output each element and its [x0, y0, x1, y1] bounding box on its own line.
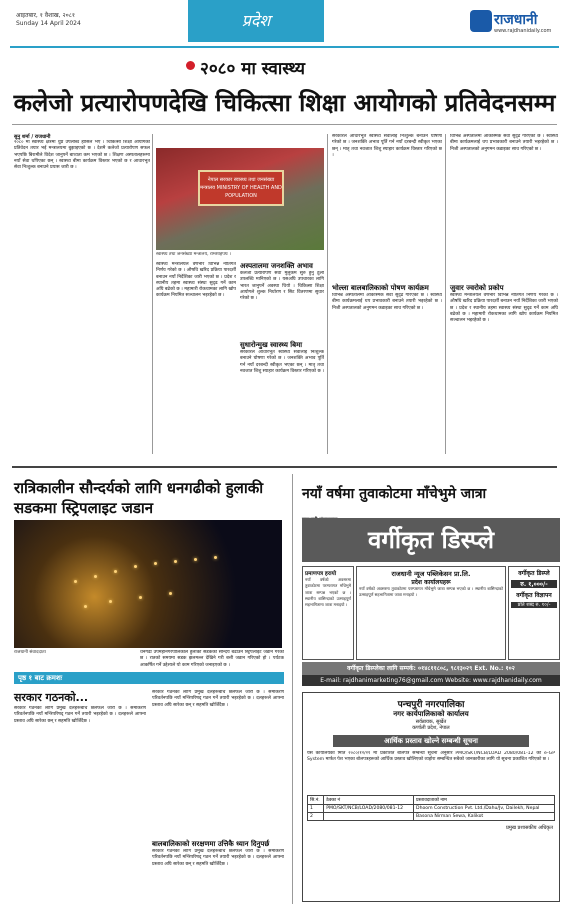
section-rule [12, 466, 557, 468]
night-photo-caption: राजधानी संवाददाता [14, 650, 46, 655]
notice-table [307, 795, 555, 821]
lead-col1-text: २०८० मा स्वास्थ्य क्षेत्रमा थुप्रै उपलब्धि हासिल भए । चिकित्सा शिक्षा आयोगको प्रतिवेदन तयार भई मन्त्रालयमा बुझाइएको छ । देशमै कलेजो प्रत्यारोपण सफल भएपछि बिरामीले विदेश जानुपर्ने बाध्यता कम भएको छ । शिक्षण अस्पतालहरूमा नयाँ सेवा थपिएका छन् । स्वास्थ्य बीमा कार्यक्रम विस्तार भएको छ र आधारभूत सेवा निःशुल्क बनाउने प्रयास जारी छ । [14, 140, 150, 171]
lead-col5-text: विभिन्न अस्पतालमा आकस्मिक सेवा सुदृढ गरिएको छ । स्वास्थ्य बीमा कार्यक्रमलाई थप प्रभावकारी बनाउने तयारी भइरहेको छ । निजी अस्पतालको अनुगमन कडाइका साथ गरिएको छ । [450, 134, 558, 152]
classified-banner: वर्गीकृत डिस्प्ले [302, 518, 560, 562]
night-street-photo [14, 520, 282, 648]
publisher-offices: नयाँ वर्षको अवसरमा तुवाकोटमा परम्परागत माँचेभुमे जात्रा सम्पन्न भएको छ । स्थानीय बासिन्दाको उत्साहपूर्ण सहभागितामा जात्रा मनाइयो । [359, 586, 503, 598]
lost-notice-box [302, 566, 354, 660]
header-rule [10, 46, 559, 48]
table-row [308, 813, 555, 821]
bullet-icon [186, 61, 195, 70]
table-cell: PMO/SKT/NCB/LOAD/2080/081-12 [324, 805, 414, 813]
classified-rate-box [508, 566, 560, 660]
lead-column-1 [14, 134, 150, 454]
child-protection-subhead: बालबालिकाको सरक्षणमा उत्तिकै ध्यान दिनुपर्छ [152, 840, 270, 848]
sarkar-text-2: सरकार गठनका लागि प्रमुख दलहरूबीच छलफल जारी छ । समीकरण परिवर्तनपछि नयाँ मन्त्रिपरिषद् गठन गर्ने तयारी भइरहेको छ । दलहरूले आफ्ना प्रस्ताव अघि सारेका छन् र सहमति खोजिँदैछ । [152, 690, 284, 708]
rate-sub: वर्गीकृत विज्ञापन [516, 592, 552, 599]
publisher-box [356, 566, 506, 660]
subhead-2: सुधारोन्मुख स्वास्थ्य बिमा [240, 341, 303, 349]
table-row [308, 805, 555, 813]
notice-text: यस कार्यालयको मिति २०८०/१२/२१ मा प्रकाशित बोलपत्र सम्बन्धी सूचना अनुसार PMO/SKT/NCB/LOAD 2080/081-12 को e-GP System मार्फत पेश भएका बोलपत्रहरूको आर्थिक प्रस्ताव खोलिएको व्यहोरा सम्बन्धित सबैको जानकारीका लागि यो सूचना प्रकाशित गरिएको छ । [307, 751, 555, 763]
table-cell: 1 [308, 805, 324, 813]
photo-caption: स्वास्थ्य तथा जनसंख्या मन्त्रालय, रामशाहपथ । [156, 252, 231, 257]
table-cell: Basona Nirman Sewa, Kalikot [414, 813, 555, 821]
rate-price: रु. १,०००/- [511, 580, 557, 588]
publisher-sub: प्रदेश कार्यालयहरू [411, 579, 451, 586]
divider [445, 134, 446, 454]
section-tab: प्रदेश [188, 0, 324, 42]
notice-org: पन्चपुरी नगरपालिका [397, 700, 465, 710]
table-cell [324, 813, 414, 821]
classified-contact-strip: वर्गीकृत डिस्प्लेका लागि सम्पर्क: ०१४८११८०८, ९८१३०२९ Ext. No.: १०२ [302, 662, 560, 675]
date-nepali: आइतबार, १ वैशाख, २०८१ [16, 12, 75, 19]
subhead-4: भोल्ला बालबालिकाको पोषण कार्यक्रम [332, 284, 429, 292]
municipality-notice [302, 692, 560, 902]
classified-email-strip: E-mail: rajdhanimarketing76@gmail.com Website: www.rajdhanidaily.com [302, 675, 560, 686]
divider [292, 474, 293, 904]
sarkar-column-2 [152, 690, 284, 902]
header-date [16, 12, 81, 28]
lead-col3-text: कलेजो प्रत्यारोपण सेवा मुलुकमै सुरु हुनु ठूलो उपलब्धि मानिएको छ । यसअघि उपचारका लागि भारत जानुपर्ने अवस्था थियो । चिकित्सा शिक्षा आयोगले शुल्क निर्धारण र सिट वितरणमा सुधार गरेको छ । [240, 271, 324, 302]
table-cell: प्रस्तावदाताको नाम [414, 796, 555, 805]
table-cell: Dhoom Construction Pvt. Ltd./Dahu/Jv, Dailekh, Nepal [414, 805, 555, 813]
lead-headline: कलेजो प्रत्यारोपणदेखि चिकित्सा शिक्षा आयोगको प्रतिवेदनसम्म [13, 89, 556, 117]
divider [152, 134, 153, 454]
divider [12, 124, 557, 125]
lead-col2-text: स्वास्थ्य मन्त्रालयले वर्षभरि विभिन्न नीतिगत निर्णय गरेको छ । औषधि खरिद प्रक्रिया पारदर्शी बनाउन नयाँ निर्देशिका जारी भएको छ । प्रदेश र स्थानीय तहमा स्वास्थ्य संस्था सुदृढ गर्ने काम अघि बढेको छ । महामारी रोकथामका लागि खोप कार्यक्रम नियमित सञ्चालन भइरहेको छ । [156, 262, 236, 299]
sarkar-headline: सरकार गठनको... [14, 691, 89, 704]
notice-state: कर्णाली प्रदेश, नेपाल [412, 725, 450, 731]
table-cell: ठेक्का नं [324, 796, 414, 805]
rate-title: वर्गीकृत डिस्प्ले [518, 570, 550, 577]
lead-col3b-text: सरकारले आधारभूत स्वास्थ्य सेवालाई निःशुल्क बनाउने घोषणा गरेको छ । जनशक्ति अभाव पूर्ति गर्न नयाँ दरबन्दी स्वीकृत भएका छन् । मातृ तथा नवजात शिशु स्याहार कार्यक्रम विस्तार गरिएको छ । [240, 350, 324, 374]
logo-name: राजधानी [494, 12, 538, 28]
lead-column-3 [240, 262, 324, 452]
sarkar-text-1: सरकार गठनका लागि प्रमुख दलहरूबीच छलफल जारी छ । समीकरण परिवर्तनपछि नयाँ मन्त्रिपरिषद् गठन गर्ने तयारी भइरहेको छ । दलहरूले आफ्ना प्रस्ताव अघि सारेका छन् र सहमति खोजिँदैछ । [14, 706, 146, 724]
tuwakot-headline: नयाँ वर्षमा तुवाकोटमा माँचेभुमे जात्रा [302, 486, 487, 502]
notice-office: नगर कार्यपालिकाको कार्यालय [393, 710, 469, 718]
lead-col4-text: सरकारले आधारभूत स्वास्थ्य सेवालाई निःशुल्क बनाउने घोषणा गरेको छ । जनशक्ति अभाव पूर्ति गर्न नयाँ दरबन्दी स्वीकृत भएका छन् । मातृ तथा नवजात शिशु स्याहार कार्यक्रम विस्तार गरिएको छ । [332, 134, 442, 158]
lost-notice-title: प्रमाणपत्र हरायो [305, 571, 337, 577]
date-english: Sunday 14 April 2024 [16, 20, 81, 27]
divider [327, 134, 328, 454]
ministry-sign: नेपाल सरकार स्वास्थ्य तथा जनसंख्या मन्त्रालय MINISTRY OF HEALTH AND POPULATION [198, 170, 284, 206]
subhead-3: जुवार ज्वरोको प्रकोप [450, 284, 504, 292]
lead-byline: सुनु शर्मा / राजधानी [14, 134, 51, 140]
subhead-1: अस्पतालमा जनशक्ति अभाव [240, 262, 313, 270]
table-cell: सि.नं. [308, 796, 324, 805]
dhangadhi-headline: रात्रिकालीन सौन्दर्यको लागि धनगढीको हुलाकी सडकमा स्ट्रिपलाइट जडान [14, 479, 264, 517]
lead-col5b-text: स्वास्थ्य मन्त्रालयले वर्षभरि विभिन्न नीतिगत निर्णय गरेको छ । औषधि खरिद प्रक्रिया पारदर्शी बनाउन नयाँ निर्देशिका जारी भएको छ । प्रदेश र स्थानीय तहमा स्वास्थ्य संस्था सुदृढ गर्ने काम अघि बढेको छ । महामारी रोकथामका लागि खोप कार्यक्रम नियमित सञ्चालन भइरहेको छ । [450, 293, 558, 324]
lost-notice-text: नयाँ वर्षको अवसरमा तुवाकोटमा परम्परागत माँचेभुमे जात्रा सम्पन्न भएको छ । स्थानीय बासिन्दाको उत्साहपूर्ण सहभागितामा जात्रा मनाइयो । [305, 577, 351, 608]
tuwakot-story [302, 506, 560, 516]
lead-kicker: २०८० मा स्वास्थ्य [200, 59, 305, 79]
lead-column-5 [450, 134, 558, 454]
publisher-name: राजधानी न्यूज पब्लिकेसन प्रा.लि. [391, 570, 471, 578]
rate-per-word: प्रति शब्द रु. १०/- [511, 602, 557, 608]
page-jump-label: पृष्ठ १ बाट क्रमशः [14, 672, 284, 684]
notice-place: सर्वन्नायक, सुर्खेत [415, 719, 447, 725]
lead-col4b-text: विभिन्न अस्पतालमा आकस्मिक सेवा सुदृढ गरिएको छ । स्वास्थ्य बीमा कार्यक्रमलाई थप प्रभावकारी बनाउने तयारी भइरहेको छ । निजी अस्पतालको अनुगमन कडाइका साथ गरिएको छ । [332, 293, 442, 311]
table-cell: 2 [308, 813, 324, 821]
logo-url: www.rajdhanidaily.com [494, 28, 552, 34]
logo-icon [470, 10, 492, 32]
dhangadhi-text: धनगढी उपमहानगरपालिकाले हुलाकी सडकको सौन्दर्य बढाउन स्ट्रिपलाइट जडान गरेको छ । रातको समयमा सडक झलमल्ल देखिने गरी बत्ती जडान गरिएको हो । पर्यटक आकर्षित गर्ने उद्देश्यले यो काम गरिएको जनाइएको छ । [140, 650, 284, 668]
lead-column-4 [332, 134, 442, 454]
sarkar-text-3: सरकार गठनका लागि प्रमुख दलहरूबीच छलफल जारी छ । समीकरण परिवर्तनपछि नयाँ मन्त्रिपरिषद् गठन गर्ने तयारी भइरहेको छ । दलहरूले आफ्ना प्रस्ताव अघि सारेका छन् र सहमति खोजिँदैछ । [152, 849, 284, 867]
notice-signature: प्रमुख प्रशासकीय अधिकृत [506, 825, 553, 831]
notice-band: आर्थिक प्रस्ताव खोल्ने सम्बन्धी सूचना [333, 735, 529, 747]
table-row [308, 796, 555, 805]
